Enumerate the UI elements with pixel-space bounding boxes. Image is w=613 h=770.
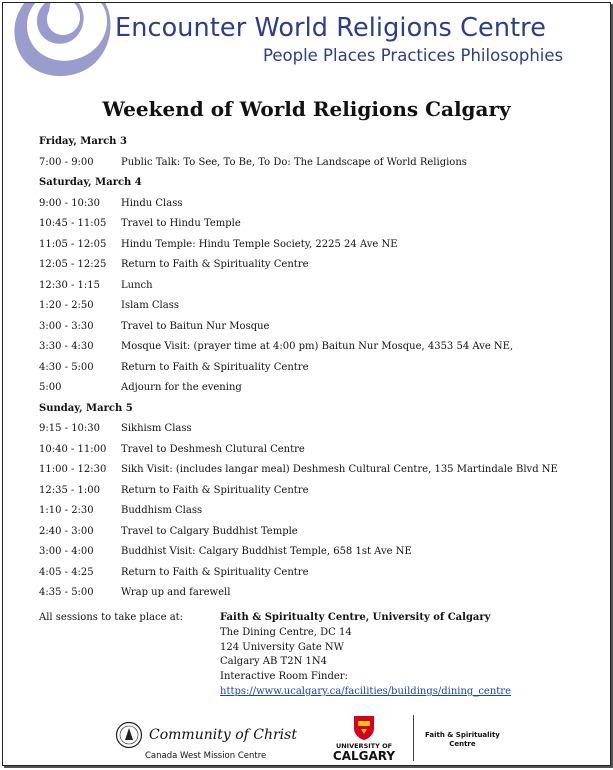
fsc-line-2: Centre	[449, 740, 476, 748]
day-heading-sunday: Sunday, March 5	[39, 402, 133, 414]
session-activity: Public Talk: To See, To Be, To Do: The Landscape of World Religions	[121, 156, 467, 168]
session-time: 11:05 - 12:05	[39, 238, 107, 250]
fsc-line-1: Faith & Spirituality	[425, 731, 500, 739]
session-time: 1:20 - 2:50	[39, 300, 94, 311]
mission-centre-name: Canada West Mission Centre	[145, 751, 267, 761]
calgary-label: CALGARY	[332, 749, 396, 763]
org-tagline: People Places Practices Philosophies	[263, 46, 564, 65]
session-activity: Lunch	[121, 279, 153, 291]
schedule-row	[39, 584, 604, 605]
faith-spirituality-centre-logo	[425, 731, 500, 749]
community-of-christ-seal-icon	[115, 721, 143, 749]
session-activity: Adjourn for the evening	[121, 382, 242, 393]
schedule-row	[39, 215, 604, 236]
schedule-row	[39, 420, 604, 441]
schedule	[39, 133, 604, 605]
session-activity: Hindu Class	[121, 197, 183, 209]
session-time: 10:45 - 11:05	[39, 218, 107, 229]
session-time: 4:35 - 5:00	[39, 587, 94, 598]
document-page	[2, 2, 611, 766]
university-crest-icon	[353, 715, 375, 741]
schedule-row	[39, 482, 604, 503]
schedule-row	[39, 523, 604, 544]
schedule-row	[39, 256, 604, 277]
schedule-row	[39, 543, 604, 564]
session-time: 12:05 - 12:25	[39, 259, 107, 270]
university-of-calgary-logo	[328, 715, 408, 763]
session-time: 9:00 - 10:30	[39, 197, 101, 209]
session-activity: Buddhism Class	[121, 505, 203, 516]
schedule-row	[39, 338, 604, 359]
room-finder-label: Interactive Room Finder:	[220, 671, 348, 683]
schedule-row	[39, 502, 604, 523]
session-time: 4:05 - 4:25	[39, 566, 94, 578]
day-heading-saturday: Saturday, March 4	[39, 177, 142, 188]
venue-label: All sessions to take place at:	[39, 612, 184, 623]
schedule-row	[39, 195, 604, 216]
session-activity: Buddhist Visit: Calgary Buddhist Temple, 658 1st Ave NE	[121, 546, 412, 557]
session-time: 5:00	[39, 382, 62, 393]
session-time: 3:30 - 4:30	[39, 341, 94, 352]
day-heading-friday: Friday, March 3	[39, 136, 127, 147]
session-time: 12:30 - 1:15	[39, 279, 101, 291]
schedule-row	[39, 277, 604, 298]
session-time: 9:15 - 10:30	[39, 423, 101, 434]
session-activity: Sikh Visit: (includes langar meal) Deshmesh Cultural Centre, 135 Martindale Blvd NE	[121, 464, 558, 475]
schedule-row	[39, 297, 604, 318]
schedule-row	[39, 564, 604, 585]
session-activity: Return to Faith & Spirituality Centre	[121, 259, 309, 270]
session-activity: Wrap up and farewell	[121, 587, 231, 598]
session-time: 11:00 - 12:30	[39, 464, 107, 475]
schedule-row	[39, 236, 604, 257]
session-time: 2:40 - 3:00	[39, 525, 94, 537]
university-of-label: UNIVERSITY OF	[335, 742, 393, 750]
venue-line-1: The Dining Centre, DC 14	[220, 626, 352, 638]
document-title: Weekend of World Religions Calgary	[102, 97, 511, 121]
session-time: 10:40 - 11:00	[39, 443, 107, 455]
session-activity: Travel to Hindu Temple	[121, 218, 241, 229]
venue-address	[220, 611, 511, 700]
session-activity: Travel to Calgary Buddhist Temple	[121, 525, 298, 537]
session-time: 1:10 - 2:30	[39, 505, 94, 516]
session-activity: Islam Class	[121, 300, 179, 311]
session-time: 3:00 - 4:00	[39, 546, 94, 557]
venue-line-2: 124 University Gate NW	[220, 641, 344, 653]
schedule-row	[39, 154, 604, 175]
community-of-christ-name: Community of Christ	[149, 727, 297, 743]
swirl-logo-icon	[13, 2, 113, 81]
room-finder-link[interactable]: https://www.ucalgary.ca/facilities/buildings/dining_centre	[220, 685, 511, 697]
logo-divider	[413, 715, 414, 761]
session-activity: Travel to Baitun Nur Mosque	[121, 320, 270, 332]
session-activity: Mosque Visit: (prayer time at 4:00 pm) Baitun Nur Mosque, 4353 54 Ave NE,	[121, 341, 514, 352]
schedule-row	[39, 318, 604, 339]
session-activity: Travel to Deshmesh Clutural Centre	[121, 443, 305, 455]
session-time: 4:30 - 5:00	[39, 361, 94, 373]
session-time: 12:35 - 1:00	[39, 484, 101, 496]
session-activity: Sikhism Class	[121, 423, 192, 434]
schedule-row	[39, 461, 604, 482]
session-time: 3:00 - 3:30	[39, 320, 94, 332]
session-activity: Return to Faith & Spirituality Centre	[121, 361, 309, 373]
venue-name: Faith & Spiritualty Centre, University of Calgary	[220, 612, 491, 623]
session-activity: Hindu Temple: Hindu Temple Society, 2225 24 Ave NE	[121, 238, 398, 250]
session-activity: Return to Faith & Spirituality Centre	[121, 566, 309, 578]
schedule-row	[39, 379, 604, 400]
org-name: Encounter World Religions Centre	[115, 13, 546, 43]
session-time: 7:00 - 9:00	[39, 156, 94, 168]
venue-line-3: Calgary AB T2N 1N4	[220, 656, 327, 668]
schedule-row	[39, 359, 604, 380]
session-activity: Return to Faith & Spirituality Centre	[121, 484, 309, 496]
schedule-row	[39, 441, 604, 462]
